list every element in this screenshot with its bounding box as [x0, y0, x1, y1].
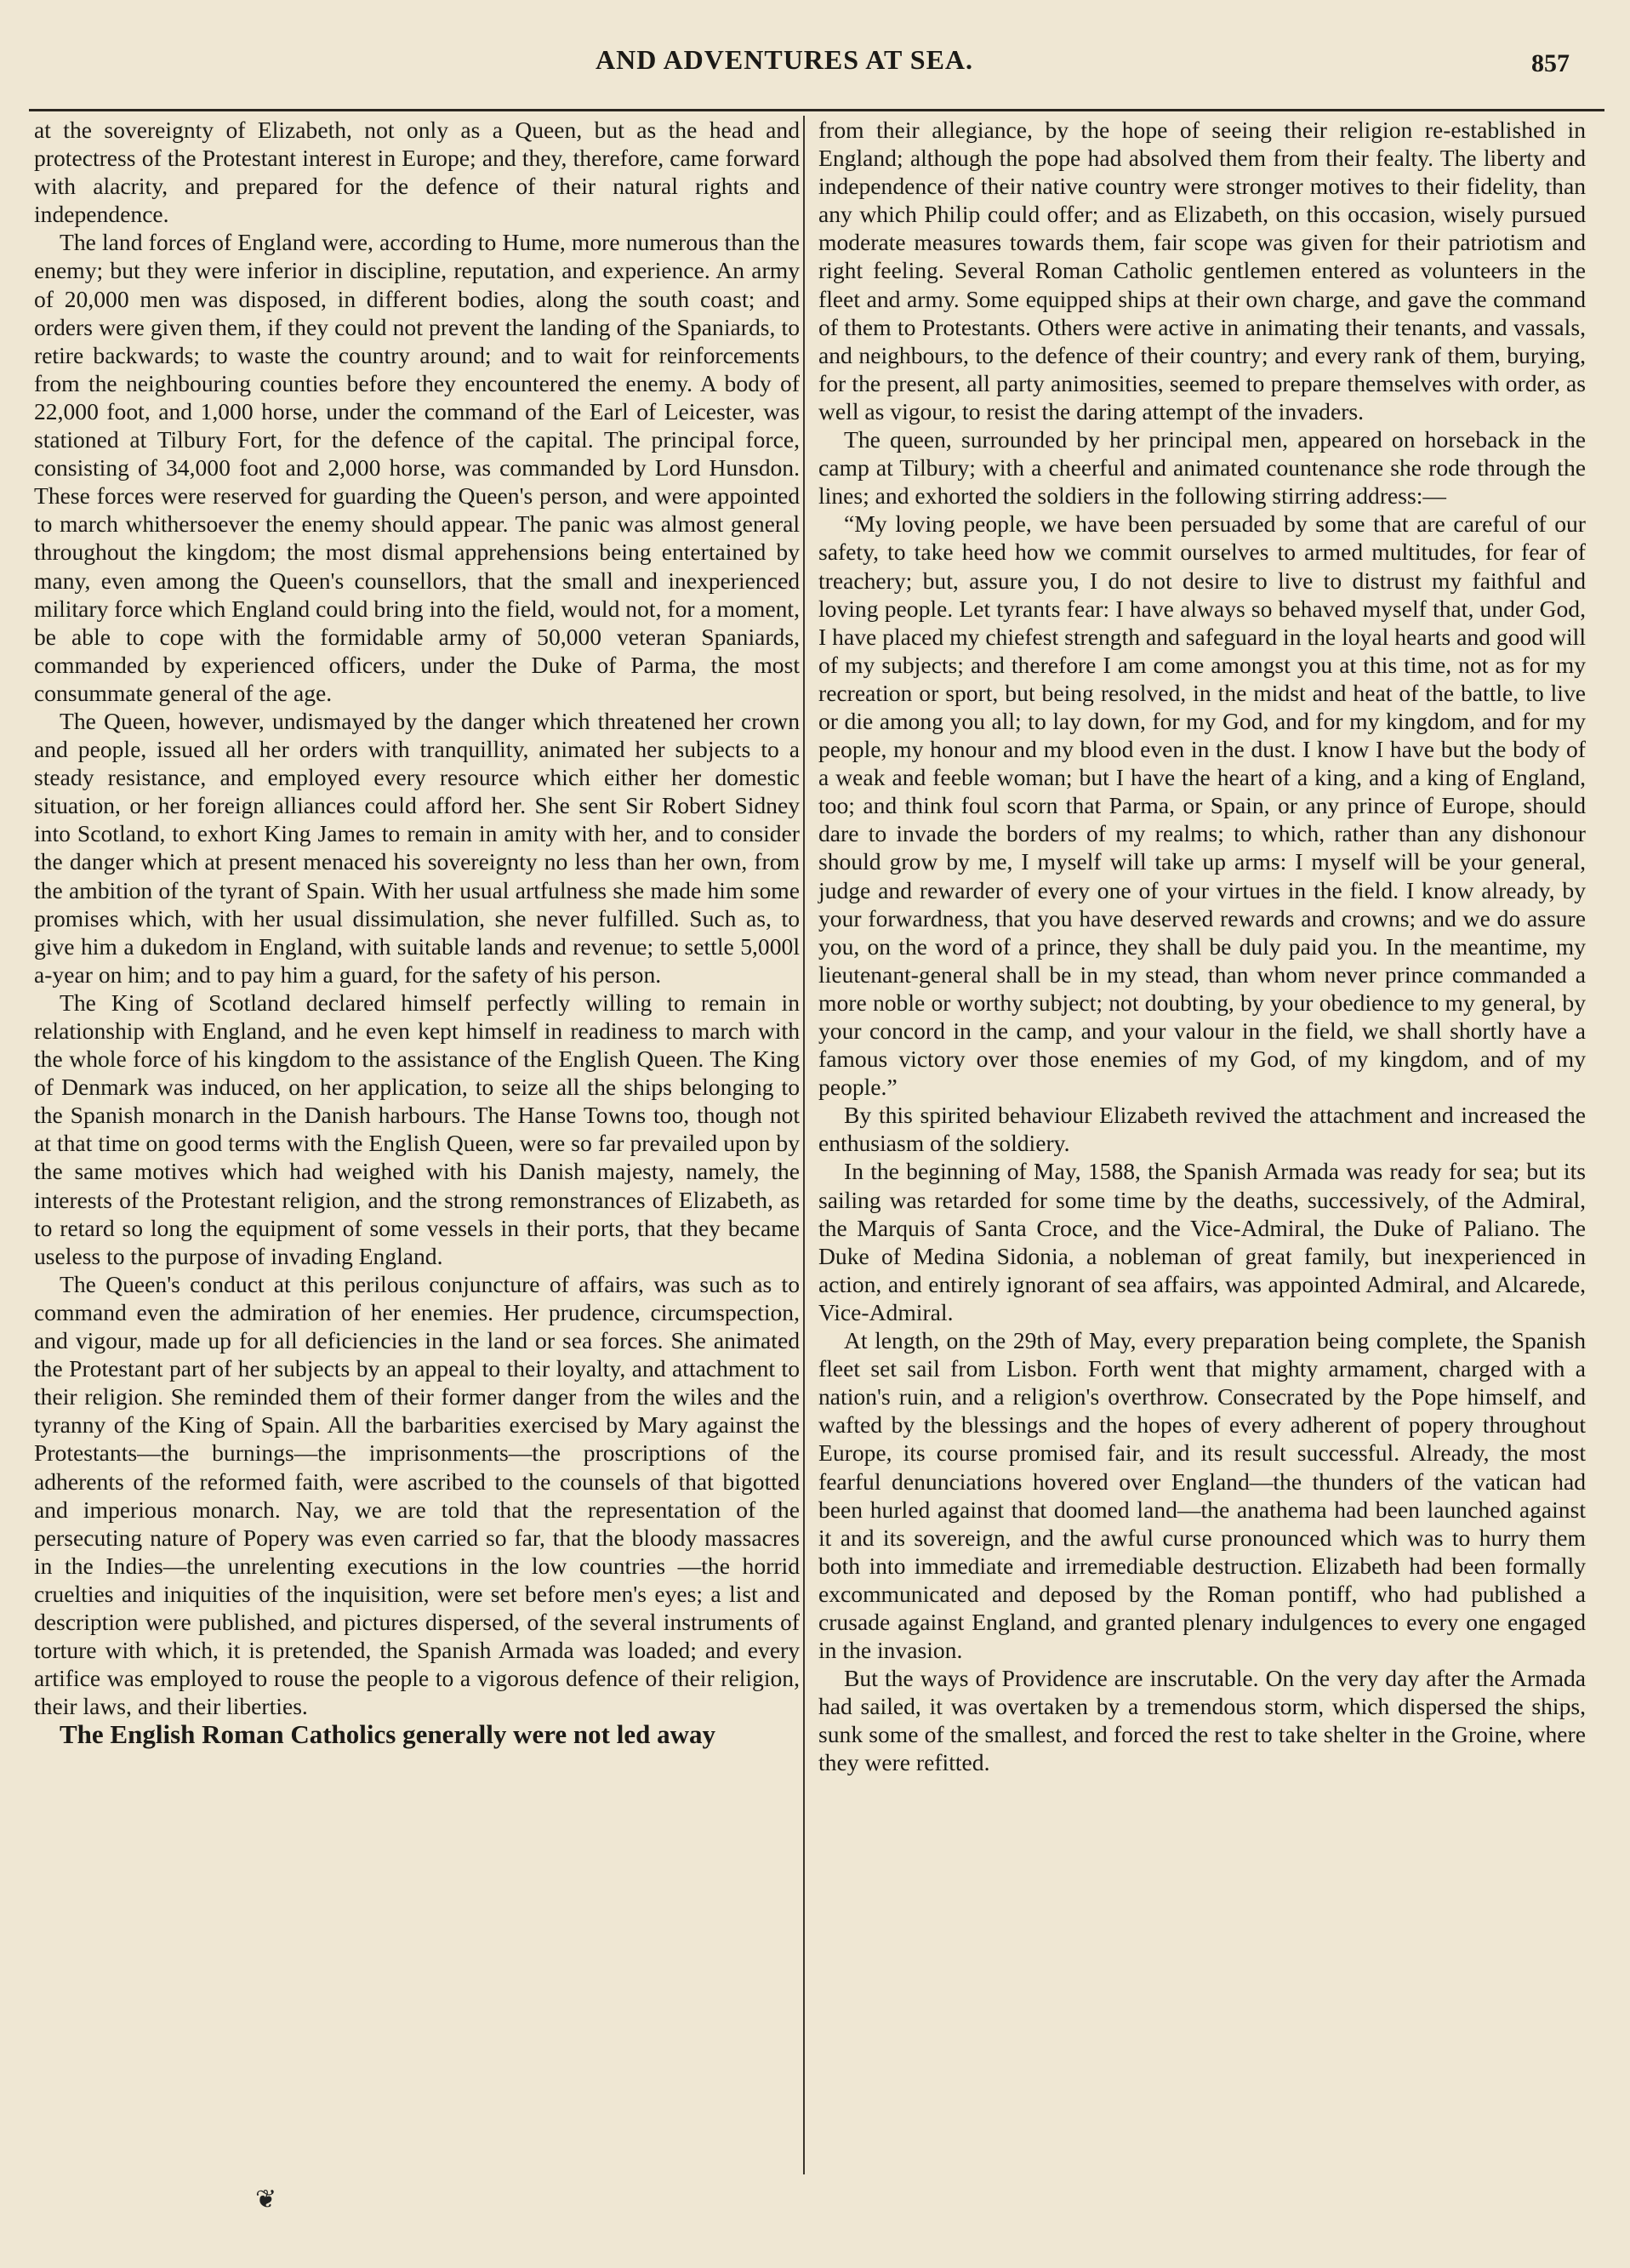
header-rule: [29, 109, 1604, 111]
paragraph: The King of Scotland declared himself perfectly willing to remain in relationship with England, and he even kept himself in readiness to march with the whole force of his kingdom to the assistance of the English Queen. The King of Denmark was induced, on her application, to seize all the ships belonging to the Spanish monarch in the Danish harbours. The Hanse Towns too, though not at that time on good terms with the English Queen, were so far prevailed upon by the same motives which had weighed with his Danish majesty, namely, the interests of the Protestant religion, and the strong remonstrances of Elizabeth, as to retard so long the equipment of some vessels in their ports, that they became useless to the purpose of invading England.: [34, 989, 800, 1269]
paragraph: But the ways of Providence are inscrutable. On the very day after the Armada had sailed, it was overtaken by a tremendous storm, which dispersed the ships, sunk some of the smallest, and forced the rest to take shelter in the Groine, where they were refitted.: [818, 1665, 1586, 1776]
right-column: [818, 116, 1586, 1777]
paragraph: at the sovereignty of Elizabeth, not only as a Queen, but as the head and protectress of the Protestant interest in Europe; and they, therefore, came forward with alacrity, and prepared for the defence of their natural rights and independence.: [34, 117, 800, 228]
page-number: 857: [1531, 49, 1570, 77]
paragraph: By this spirited behaviour Elizabeth revived the attachment and increased the enthusiasm of the soldiery.: [818, 1102, 1586, 1157]
paragraph: “My loving people, we have been persuaded by some that are careful of our safety, to take heed how we commit ourselves to armed multitudes, for fear of treachery; but, assure you, I do not desire to live to distrust my faithful and loving people. Let tyrants fear: I have always so behaved myself that, under God, I have placed my chiefest strength and safeguard in the loyal hearts and good will of my subjects; and therefore I am come amongst you at this time, not as for my recreation or sport, but being resolved, in the midst and heat of the battle, to live or die among you all; to lay down, for my God, and for my kingdom, and for my people, my honour and my blood even in the dust. I know I have but the body of a weak and feeble woman; but I have the heart of a king, and a king of England, too; and think foul scorn that Parma, or Spain, or any prince of Europe, should dare to invade the borders of my realms; to which, rather than any dishonour should grow by me, I myself will take up arms: I myself will be your general, judge and rewarder of every one of your virtues in the field. I know already, by your forwardness, that you have deserved rewards and crowns; and we do assure you, on the word of a prince, they shall be duly paid you. In the meantime, my lieutenant-general shall be in my stead, than whom never prince commanded a more noble or worthy subject; not doubting, by your obedience to my general, by your concord in the camp, and your valour in the field, we shall shortly have a famous victory over those enemies of my God, of my kingdom, and of my people.”: [818, 510, 1586, 1101]
footer-ornament-icon: ❦: [255, 2185, 277, 2214]
paragraph: In the beginning of May, 1588, the Spanish Armada was ready for sea; but its sailing was retarded for some time by the deaths, successively, of the Admiral, the Marquis of Santa Croce, and the Vice-Admiral, the Duke of Paliano. The Duke of Medina Sidonia, a nobleman of great family, but inexperienced in action, and entirely ignorant of sea affairs, was appointed Admiral, and Alcarede, Vice-Admiral.: [818, 1158, 1586, 1325]
paragraph: The queen, surrounded by her principal men, appeared on horseback in the camp at Tilbury; with a cheerful and animated countenance she rode through the lines; and exhorted the soldiers in the following stirring address:—: [818, 426, 1586, 510]
paragraph: The Queen's conduct at this perilous conjuncture of affairs, was such as to command even the admiration of her enemies. Her prudence, circumspection, and vigour, made up for all deficiencies in the land or sea forces. She animated the Protestant part of her subjects by an appeal to their loyalty, and attachment to their religion. She reminded them of their former danger from the wiles and the tyranny of the King of Spain. All the barbarities exercised by Mary against the Protestants—the burnings—the imprisonments—the proscriptions of the adherents of the reformed faith, were ascribed to the counsels of that bigotted and imperious monarch. Nay, we are told that the representation of the persecuting nature of Popery was even carried so far, that the bloody massacres in the Indies—the unrelenting executions in the low countries —the horrid cruelties and iniquities of the inquisition, were set before men's eyes; a list and description were published, and pictures dispersed, of the several instruments of torture with which, it is pretended, the Spanish Armada was loaded; and every artifice was employed to rouse the people to a vigorous defence of their religion, their laws, and their liberties.: [34, 1270, 800, 1720]
running-header: [0, 44, 1630, 95]
left-column: [34, 116, 800, 1748]
paragraph: The land forces of England were, according to Hume, more numerous than the enemy; but they were inferior in discipline, reputation, and experience. An army of 20,000 men was disposed, in different bodies, along the south coast; and orders were given them, if they could not prevent the landing of the Spaniards, to retire backwards; to waste the country around; and to wait for reinforcements from the neighbouring counties before they encountered the enemy. A body of 22,000 foot, and 1,000 horse, under the command of the Earl of Leicester, was stationed at Tilbury Fort, for the defence of the capital. The principal force, consisting of 34,000 foot and 2,000 horse, was commanded by Lord Hunsdon. These forces were reserved for guarding the Queen's person, and were appointed to march whithersoever the enemy should appear. The panic was almost general throughout the kingdom; the most dismal apprehensions being entertained by many, even among the Queen's counsellors, that the small and inexperienced military force which England could bring into the field, would not, for a moment, be able to cope with the formidable army of 50,000 veteran Spaniards, commanded by experienced officers, under the Duke of Parma, the most consummate general of the age.: [34, 229, 800, 706]
paragraph: At length, on the 29th of May, every preparation being complete, the Spanish fleet set sail from Lisbon. Forth went that mighty armament, charged with a nation's ruin, and a religion's overthrow. Consecrated by the Pope himself, and wafted by the blessings and the hopes of every adherent of popery throughout Europe, its course promised fair, and its result successful. Already, the most fearful denunciations hovered over England—the thunders of the vatican had been hurled against that doomed land—the anathema had been launched against it and its sovereign, and the awful curse pronounced which was to hurry them both into immediate and irremediable destruction. Elizabeth had been formally excommunicated and deposed by the Roman pontiff, who had published a crusade against England, and granted plenary indulgences to every one engaged in the invasion.: [818, 1327, 1586, 1664]
closing-line: The English Roman Catholics generally were not led away: [60, 1719, 715, 1750]
column-divider: [803, 116, 805, 2174]
paragraph: from their allegiance, by the hope of seeing their religion re-established in England; although the pope had absolved them from their fealty. The liberty and independence of their native country were stronger motives to their fidelity, than any which Philip could offer; and as Elizabeth, on this occasion, wisely pursued moderate measures towards them, fair scope was given for their patriotism and right feeling. Several Roman Catholic gentlemen entered as volunteers in the fleet and army. Some equipped ships at their own charge, and gave the command of them to Protestants. Others were active in animating their tenants, and vassals, and neighbours, to the defence of their country; and every rank of them, burying, for the present, all party animosities, seemed to prepare themselves with order, as well as vigour, to resist the daring attempt of the invaders.: [818, 117, 1586, 425]
paragraph: The Queen, however, undismayed by the danger which threatened her crown and people, issued all her orders with tranquillity, animated her subjects to a steady resistance, and employed every resource which either her domestic situation, or her foreign alliances could afford her. She sent Sir Robert Sidney into Scotland, to exhort King James to remain in amity with her, and to consider the danger which at present menaced his sovereignty no less than her own, from the ambition of the tyrant of Spain. With her usual artfulness she made him some promises which, with her usual dissimulation, she never fulfilled. Such as, to give him a dukedom in England, with suitable lands and revenue; to settle 5,000l a-year on him; and to pay him a guard, for the safety of his person.: [34, 707, 800, 988]
running-title: AND ADVENTURES AT SEA.: [596, 44, 974, 75]
